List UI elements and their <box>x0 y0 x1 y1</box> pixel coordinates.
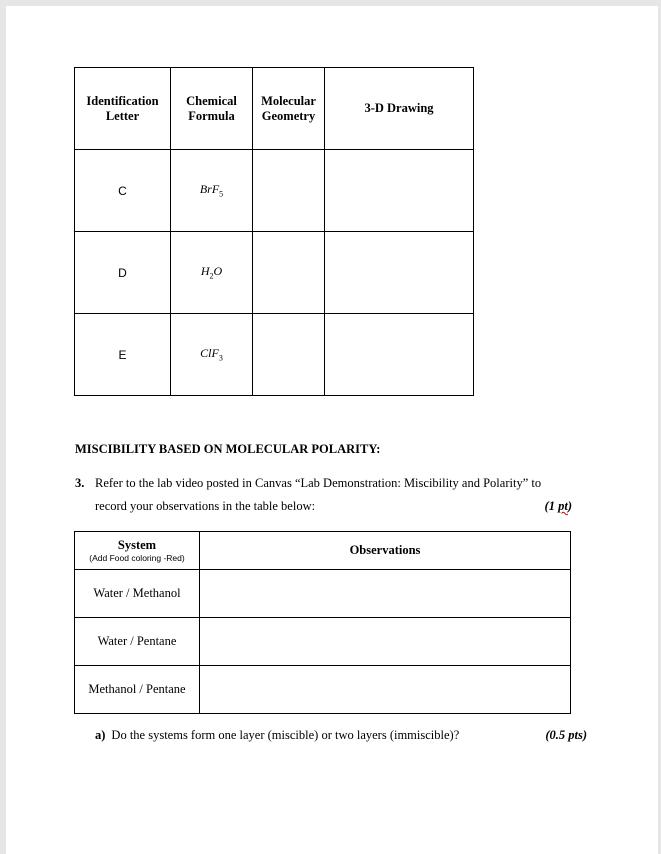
table-header-row <box>75 68 474 150</box>
formula <box>200 264 223 281</box>
geometry-cell[interactable] <box>253 150 325 232</box>
table-row <box>75 666 571 714</box>
drawing-cell[interactable] <box>325 150 474 232</box>
header-system-label: System <box>117 538 157 552</box>
formula <box>199 182 224 199</box>
table-row <box>75 570 571 618</box>
header-identification-letter: Identification Letter <box>75 68 171 150</box>
formula-subscript: 3 <box>218 353 223 363</box>
system-cell: Methanol / Pentane <box>75 666 200 714</box>
letter-cell: E <box>75 314 171 396</box>
formula-cell <box>171 232 253 314</box>
formula-cell <box>171 314 253 396</box>
question-3-line1 <box>75 472 575 495</box>
observation-cell[interactable] <box>200 618 571 666</box>
geometry-cell[interactable] <box>253 232 325 314</box>
points-open: (1 <box>544 499 559 513</box>
question-a <box>95 728 587 743</box>
drawing-cell[interactable] <box>325 232 474 314</box>
formula-base: BrF <box>199 182 220 197</box>
formula-subscript: 2 <box>209 271 214 281</box>
header-molecular-geometry: Molecular Geometry <box>253 68 325 150</box>
geometry-cell[interactable] <box>253 314 325 396</box>
formula-tail: O <box>213 264 223 279</box>
formula-subscript: 5 <box>219 189 224 199</box>
formula <box>200 346 223 363</box>
header-system <box>75 532 200 570</box>
drawing-cell[interactable] <box>325 314 474 396</box>
question-number: 3. <box>75 476 85 490</box>
header-3d-drawing: 3-D Drawing <box>325 68 474 150</box>
system-cell: Water / Pentane <box>75 618 200 666</box>
observations-table <box>74 531 571 714</box>
question-a-label: a) <box>95 728 106 742</box>
table-row <box>75 232 474 314</box>
observation-cell[interactable] <box>200 666 571 714</box>
formula-base: ClF <box>200 346 219 361</box>
question-a-text: Do the systems form one layer (miscible) or two layers (immiscible)? <box>111 728 460 742</box>
question-a-points: (0.5 pts) <box>545 728 587 742</box>
question-3-line2 <box>75 495 575 518</box>
header-system-note: (Add Food coloring -Red) <box>89 553 185 563</box>
question-3-text: Refer to the lab video posted in Canvas “Lab Demonstration: Miscibility and Polarity” to <box>95 476 542 490</box>
formula-cell <box>171 150 253 232</box>
letter-cell: C <box>75 150 171 232</box>
system-cell: Water / Methanol <box>75 570 200 618</box>
question-3 <box>75 472 575 518</box>
points-unit: pt <box>558 499 568 513</box>
header-observations: Observations <box>200 532 571 570</box>
letter-cell: D <box>75 232 171 314</box>
section-heading: MISCIBILITY BASED ON MOLECULAR POLARITY: <box>75 442 381 456</box>
header-chemical-formula: Chemical Formula <box>171 68 253 150</box>
table-row <box>75 618 571 666</box>
observation-cell[interactable] <box>200 570 571 618</box>
document-page <box>6 6 658 854</box>
formula-base: H <box>200 264 210 279</box>
points-label <box>545 495 572 518</box>
points-close: ) <box>567 499 572 513</box>
table-row <box>75 150 474 232</box>
table-row <box>75 314 474 396</box>
molecule-table <box>74 67 474 396</box>
table-header-row <box>75 532 571 570</box>
question-3-text-2: record your observations in the table below: <box>95 499 316 513</box>
